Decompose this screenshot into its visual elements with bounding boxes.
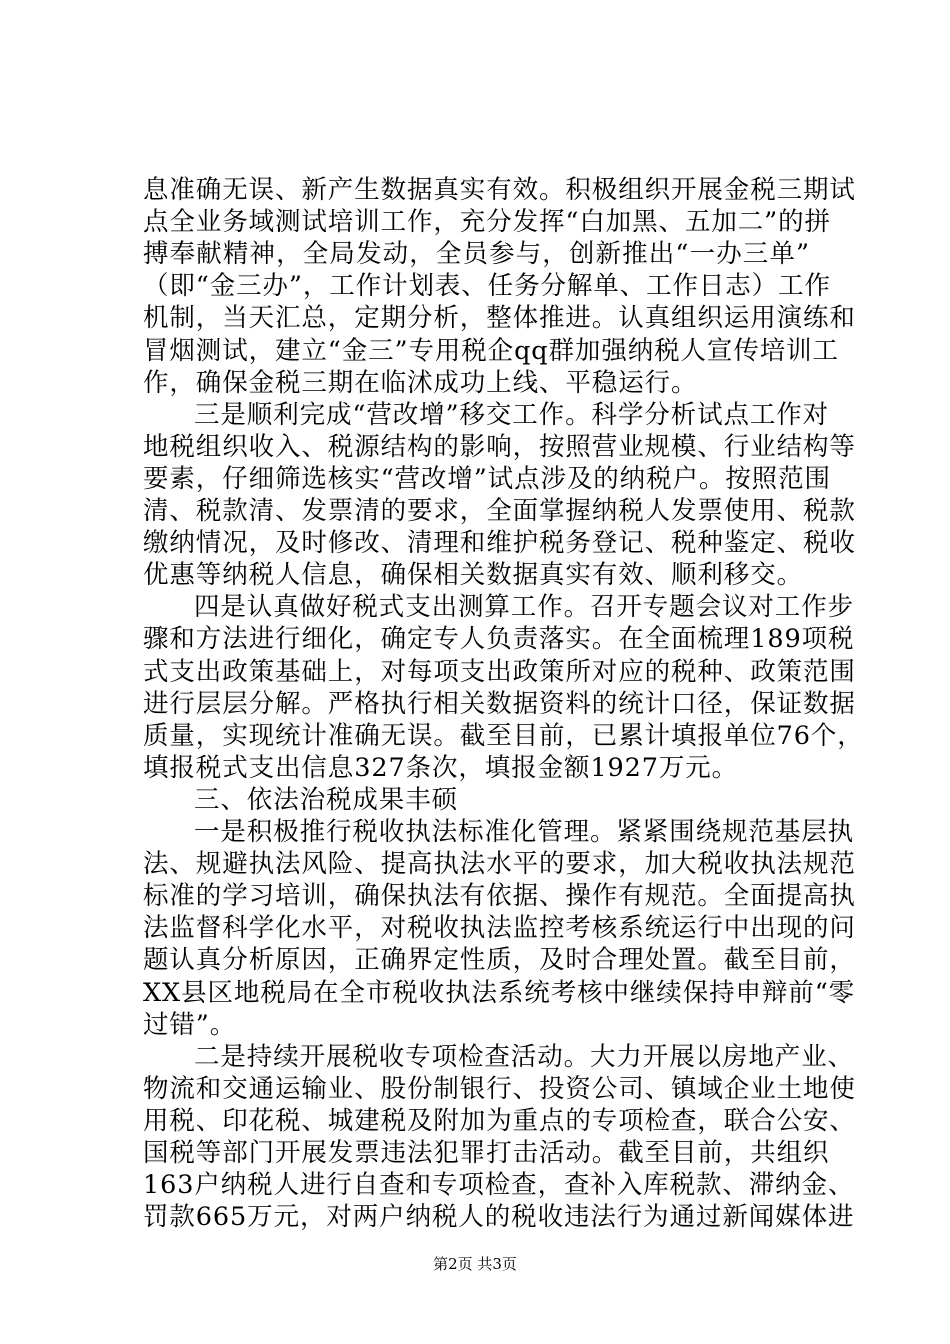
text-line: 冒烟测试，建立“金三”专用税企qq群加强纳税人宣传培训工 xyxy=(143,335,839,366)
text-line: 物流和交通运输业、股份制银行、投资公司、镇域企业土地使 xyxy=(143,1073,856,1104)
text-line: 三是顺利完成“营改增”移交工作。科学分析试点工作对 xyxy=(194,399,830,430)
text-line: 优惠等纳税人信息，确保相关数据真实有效、顺利移交。 xyxy=(143,560,804,591)
text-line: 题认真分析原因，正确界定性质，及时合理处置。截至目前， xyxy=(143,945,856,976)
text-line: 用税、印花税、城建税及附加为重点的专项检查，联合公安、 xyxy=(143,1105,856,1136)
text-line: 罚款665万元，对两户纳税人的税收违法行为通过新闻媒体进 xyxy=(143,1202,855,1233)
text-line: XX县区地税局在全市税收执法系统考核中继续保持申辩前“零 xyxy=(143,977,856,1008)
text-line: 国税等部门开展发票违法犯罪打击活动。截至目前，共组织 xyxy=(143,1138,830,1168)
text-line: 二是持续开展税收专项检查活动。大力开展以房地产业、 xyxy=(194,1041,855,1072)
text-line: 163户纳税人进行自查和专项检查，查补入库税款、滞纳金、 xyxy=(143,1170,855,1201)
text-line: 要素，仔细筛选核实“营改增”试点涉及的纳税户。按照范围 xyxy=(143,463,831,494)
text-line: 法、规避执法风险、提高执法水平的要求，加大税收执法规范 xyxy=(143,849,856,880)
text-line: 骤和方法进行细化，确定专人负责落实。在全面梳理189项税 xyxy=(143,624,855,655)
text-line: 点全业务域测试培训工作，充分发挥“白加黑、五加二”的拼 xyxy=(143,207,831,238)
text-line: 地税组织收入、税源结构的影响，按照营业规模、行业结构等 xyxy=(143,431,856,462)
text-line: 息准确无误、新产生数据真实有效。积极组织开展金税三期试 xyxy=(143,175,856,205)
text-line: 作，确保金税三期在临沭成功上线、平稳运行。 xyxy=(143,367,698,398)
text-line: 清、税款清、发票清的要求，全面掌握纳税人发票使用、税款 xyxy=(143,496,856,526)
text-line: 进行层层分解。严格执行相关数据资料的统计口径，保证数据 xyxy=(143,688,856,719)
text-line: （即“金三办”，工作计划表、任务分解单、工作日志）工作 xyxy=(143,271,831,302)
page-number-footer: 第2页 共3页 xyxy=(433,1255,517,1273)
text-line: 过错”。 xyxy=(143,1009,237,1040)
text-line: 一是积极推行税收执法标准化管理。紧紧围绕规范基层执 xyxy=(194,817,855,847)
text-line: 缴纳情况，及时修改、清理和维护税务登记、税种鉴定、税收 xyxy=(143,528,856,559)
text-line: 法监督科学化水平，对税收执法监控考核系统运行中出现的问 xyxy=(143,913,856,944)
text-line: 三、依法治税成果丰硕 xyxy=(194,784,459,815)
text-line: 式支出政策基础上，对每项支出政策所对应的税种、政策范围 xyxy=(143,656,856,687)
text-line: 标准的学习培训，确保执法有依据、操作有规范。全面提高执 xyxy=(143,881,856,912)
text-line: 机制，当天汇总，定期分析，整体推进。认真组织运用演练和 xyxy=(143,303,856,334)
text-line: 填报税式支出信息327条次，填报金额1927万元。 xyxy=(143,752,739,783)
text-line: 搏奉献精神，全局发动，全员参与，创新推出“一办三单” xyxy=(143,239,810,270)
text-line: 四是认真做好税式支出测算工作。召开专题会议对工作步 xyxy=(194,592,855,623)
text-line: 质量，实现统计准确无误。截至目前，已累计填报单位76个， xyxy=(143,720,864,751)
